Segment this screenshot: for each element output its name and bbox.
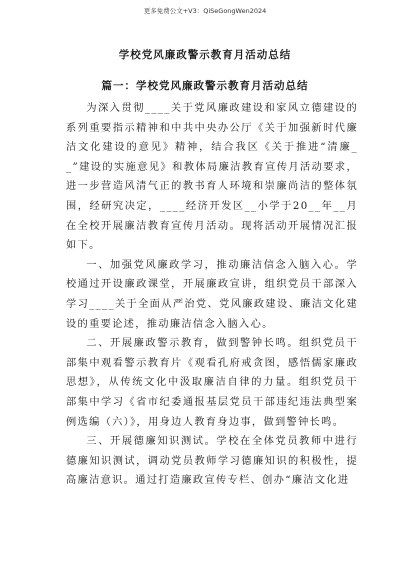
header-note: 更多免费公文+V3：QiSeGongWen2024 [143,7,267,15]
document-subtitle: 篇一：学校党风廉政警示教育月活动总结 [101,80,309,92]
document-title: 学校党风廉政警示教育月活动总结 [118,49,292,61]
paragraph-intro: 为深入贯彻____关于党风廉政建设和家风立德建设的系列重要指示精神和中共中央办公厅《关于加强新时代廉洁文化建设的意见》精神，结合我区《关于推进“清廉_ _”建设的实施意见》和教体局廉洁教育宣传月活动要求，进一步营造风清气正的教书育人环境和崇廉尚洁的整体氛围，经研究决定，____经济开发区__小学于20__年__月在全校开展廉洁教育宣传月活动。现将活动开展情况汇报如下。 [66,103,358,252]
paragraph-section-3: 三、开展德廉知识测试。学校在全体党员教师中进行德廉知识测试，调动党员教师学习德廉知识的积极性，提高廉洁意识。通过打造廉政宣传专栏、创办“廉洁文化进 [66,436,358,487]
paragraph-section-1: 一、加强党风廉政学习，推动廉洁信念入脑入心。学校通过开设廉政课堂，开展廉政宣讲，组织党员干部深入学习____关于全面从严治党、党风廉政建设、廉洁文化建设的重要论述，推动廉洁信念入脑入心。 [66,259,358,330]
paragraph-section-2: 二、开展廉政警示教育，做到警钟长鸣。组织党员干部集中观看警示教育片《观看孔府戒贪图，感悟儒家廉政思想》，从传统文化中汲取廉洁自律的力量。组织党员干部集中学习《省市纪委通报基层党员干部违纪违法典型案例选编（六）》，用身边人教育身边事，做到警钟长鸣。 [66,338,358,428]
document-body [66,99,358,491]
